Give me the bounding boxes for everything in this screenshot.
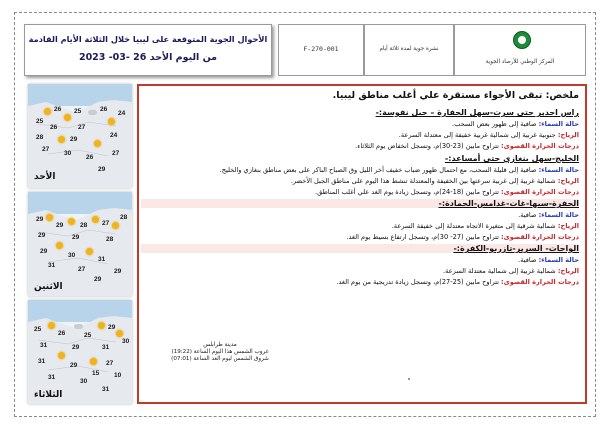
sun-icon bbox=[98, 322, 105, 329]
map-temp: 30 bbox=[80, 378, 88, 385]
bulletin-title: الأحوال الجوية المتوقعة على ليبيا خلال الثلاثة الأيام القادمة bbox=[28, 34, 268, 44]
map-temp: 30 bbox=[64, 150, 72, 157]
map-temp: 10 bbox=[114, 372, 122, 379]
map-temp: 24 bbox=[118, 110, 126, 117]
description-cell bbox=[364, 24, 454, 76]
map-temp: 31 bbox=[48, 262, 56, 269]
map-temp: 29 bbox=[94, 276, 102, 283]
region-temp: درجات الحرارة القصوى: تتراوح مابين (23-30)م، وتسجل انخفاض يوم الثلاثاء. bbox=[355, 142, 579, 150]
map-temp: 29 bbox=[36, 216, 44, 223]
map-temp: 25 bbox=[34, 326, 42, 333]
map-temp: 29 bbox=[72, 234, 80, 241]
map-temp: 27 bbox=[78, 266, 86, 273]
map-temp: 29 bbox=[40, 248, 48, 255]
map-temp: 29 bbox=[114, 268, 122, 275]
region-sky: حالة السماء: صافية إلى قليلة السحب، مع احتمال ظهور ضباب خفيف أخر الليل وق الصباح الباكر على بعض مناطق بنغازي والخليج. bbox=[219, 166, 579, 174]
map-temp: 26 bbox=[86, 154, 94, 161]
organization-name: المركز الوطني للأرصاد الجوية bbox=[485, 59, 555, 65]
map-temp: 29 bbox=[70, 362, 78, 369]
region-wind: الرياح: شمالية غربية إلى شمالية معتدلة السرعة. bbox=[443, 267, 579, 275]
forecast-maps bbox=[28, 84, 132, 404]
sunrise-time: شروق الشمس ليوم الغد الساعة (07:01) bbox=[171, 356, 269, 362]
sun-icon bbox=[56, 242, 63, 249]
sun-icon bbox=[68, 218, 75, 225]
map-temp: 27 bbox=[78, 124, 86, 131]
map-temp: 30 bbox=[68, 252, 76, 259]
sunset-time: غروب الشمس هذا اليوم الساعة (19:22) bbox=[171, 349, 269, 355]
forecast-summary: ملخص: تبقى الأجواء مستقرة علي أغلب مناطق ليبيا. bbox=[332, 90, 579, 101]
region-sky: حالة السماء: صافية إلى ظهور بعض السحب. bbox=[452, 120, 579, 128]
map-temp: 29 bbox=[38, 232, 46, 239]
sun-icon bbox=[94, 140, 101, 147]
region-title: الواحات- السرير-تازربو-الكفرة:- bbox=[141, 244, 579, 253]
region-wind: الرياح: جنوبية غربية إلى شمالية غربية خفيفة إلى معتدلة السرعة. bbox=[398, 131, 579, 139]
region-wind: الرياح: شمالية غربية إلى غربية سرعتها بين الخفيفة والمعتدلة تنشط هذا اليوم على مناطق الجبل الأخضر. bbox=[290, 177, 579, 185]
sun-icon bbox=[64, 114, 71, 121]
region-wind: الرياح: شمالية شرقية إلى متغيرة الاتجاه معتدلة إلى خفيفة السرعة. bbox=[391, 222, 579, 230]
map-temp: 25 bbox=[84, 332, 92, 339]
map-temp: 25 bbox=[36, 118, 44, 125]
map-temp: 29 bbox=[108, 324, 116, 331]
map-temp: 30 bbox=[122, 338, 130, 345]
region-title: الخليج-سهل بنغازي حتى أمساعد:- bbox=[444, 154, 579, 163]
cloud-icon bbox=[74, 324, 83, 329]
sun-icon bbox=[46, 214, 53, 221]
map-temp: 28 bbox=[36, 134, 44, 141]
map-temp: 29 bbox=[72, 344, 80, 351]
map-temp: 24 bbox=[110, 132, 118, 139]
map-temp: 28 bbox=[80, 222, 88, 229]
map-temp: 26 bbox=[50, 124, 58, 131]
region-title: الجفرة-سبها-غات-غدامس-الحمادة:- bbox=[141, 199, 579, 208]
decorative-dot bbox=[408, 378, 410, 380]
map-temp: 27 bbox=[106, 360, 114, 367]
region-title: راس اجدير حتى سرت-سهل الجفارة – جبل نفوسة:- bbox=[375, 108, 579, 117]
map-temp: 29 bbox=[70, 136, 78, 143]
map-temp: 31 bbox=[102, 386, 110, 393]
map-temp: 31 bbox=[98, 256, 106, 263]
bulletin-description: نشرة جوية لمدة ثلاثة أيام bbox=[379, 46, 439, 52]
map-temp: 26 bbox=[100, 106, 108, 113]
sun-times bbox=[170, 342, 270, 363]
bulletin-header bbox=[24, 24, 586, 76]
map-temp: 25 bbox=[74, 108, 82, 115]
map-temp: 26 bbox=[54, 106, 62, 113]
map-temp: 28 bbox=[106, 236, 114, 243]
sun-icon bbox=[92, 216, 99, 223]
map-temp: 31 bbox=[40, 342, 48, 349]
map-temp: 27 bbox=[112, 150, 120, 157]
map-temp: 31 bbox=[48, 374, 56, 381]
map-temp: 29 bbox=[56, 222, 64, 229]
sun-times-city: مدينة طرابلس bbox=[203, 342, 237, 348]
organization-cell bbox=[454, 24, 586, 76]
map-tuesday bbox=[28, 300, 132, 404]
sun-icon bbox=[58, 136, 65, 143]
region-sky: حالة السماء: صافية. bbox=[518, 211, 579, 219]
map-temp: 15 bbox=[92, 370, 100, 377]
map-temp: 28 bbox=[120, 214, 128, 221]
map-day-label: الأحد bbox=[34, 172, 56, 182]
region-temp: درجات الحرارة القصوى: تتراوح مابين (27- 30)م، وتسجل ارتفاع بسيط يوم الغد. bbox=[346, 233, 579, 241]
map-temp: 31 bbox=[38, 358, 46, 365]
cloud-icon bbox=[88, 110, 97, 115]
map-sunday bbox=[28, 84, 132, 188]
map-day-label: الاثنين bbox=[34, 282, 63, 292]
forecast-content bbox=[141, 88, 579, 286]
sun-icon bbox=[108, 118, 115, 125]
region-temp: درجات الحرارة القصوى: تتراوح مابين (25-27)م، وتسجل زيادة تدريجية من يوم الغد. bbox=[336, 278, 579, 286]
map-monday bbox=[28, 192, 132, 296]
title-cell bbox=[24, 24, 272, 76]
meteorology-logo-icon bbox=[513, 31, 531, 49]
map-temp: 27 bbox=[102, 220, 110, 227]
map-temp: 29 bbox=[98, 166, 106, 173]
map-day-label: الثلاثاء bbox=[34, 390, 63, 400]
sun-icon bbox=[44, 108, 51, 115]
form-code: F-270-001 bbox=[303, 45, 339, 53]
map-temp: 26 bbox=[58, 330, 66, 337]
sun-icon bbox=[116, 330, 123, 337]
region-sky: حالة السماء: صافية. bbox=[518, 256, 579, 264]
sun-icon bbox=[90, 358, 97, 365]
sun-icon bbox=[48, 322, 55, 329]
map-temp: 27 bbox=[42, 146, 50, 153]
sun-icon bbox=[86, 248, 93, 255]
code-cell bbox=[278, 24, 364, 76]
map-temp: 31 bbox=[102, 344, 110, 351]
region-temp: درجات الحرارة القصوى: تتراوح مابين (18-24)م، وتسجل زيادة يوم الغد علي أغلب المناطق. bbox=[314, 188, 579, 196]
sun-icon bbox=[112, 222, 119, 229]
bulletin-date: من اليوم الأحد 26 -03- 2023 bbox=[78, 52, 218, 63]
sun-icon bbox=[58, 352, 65, 359]
